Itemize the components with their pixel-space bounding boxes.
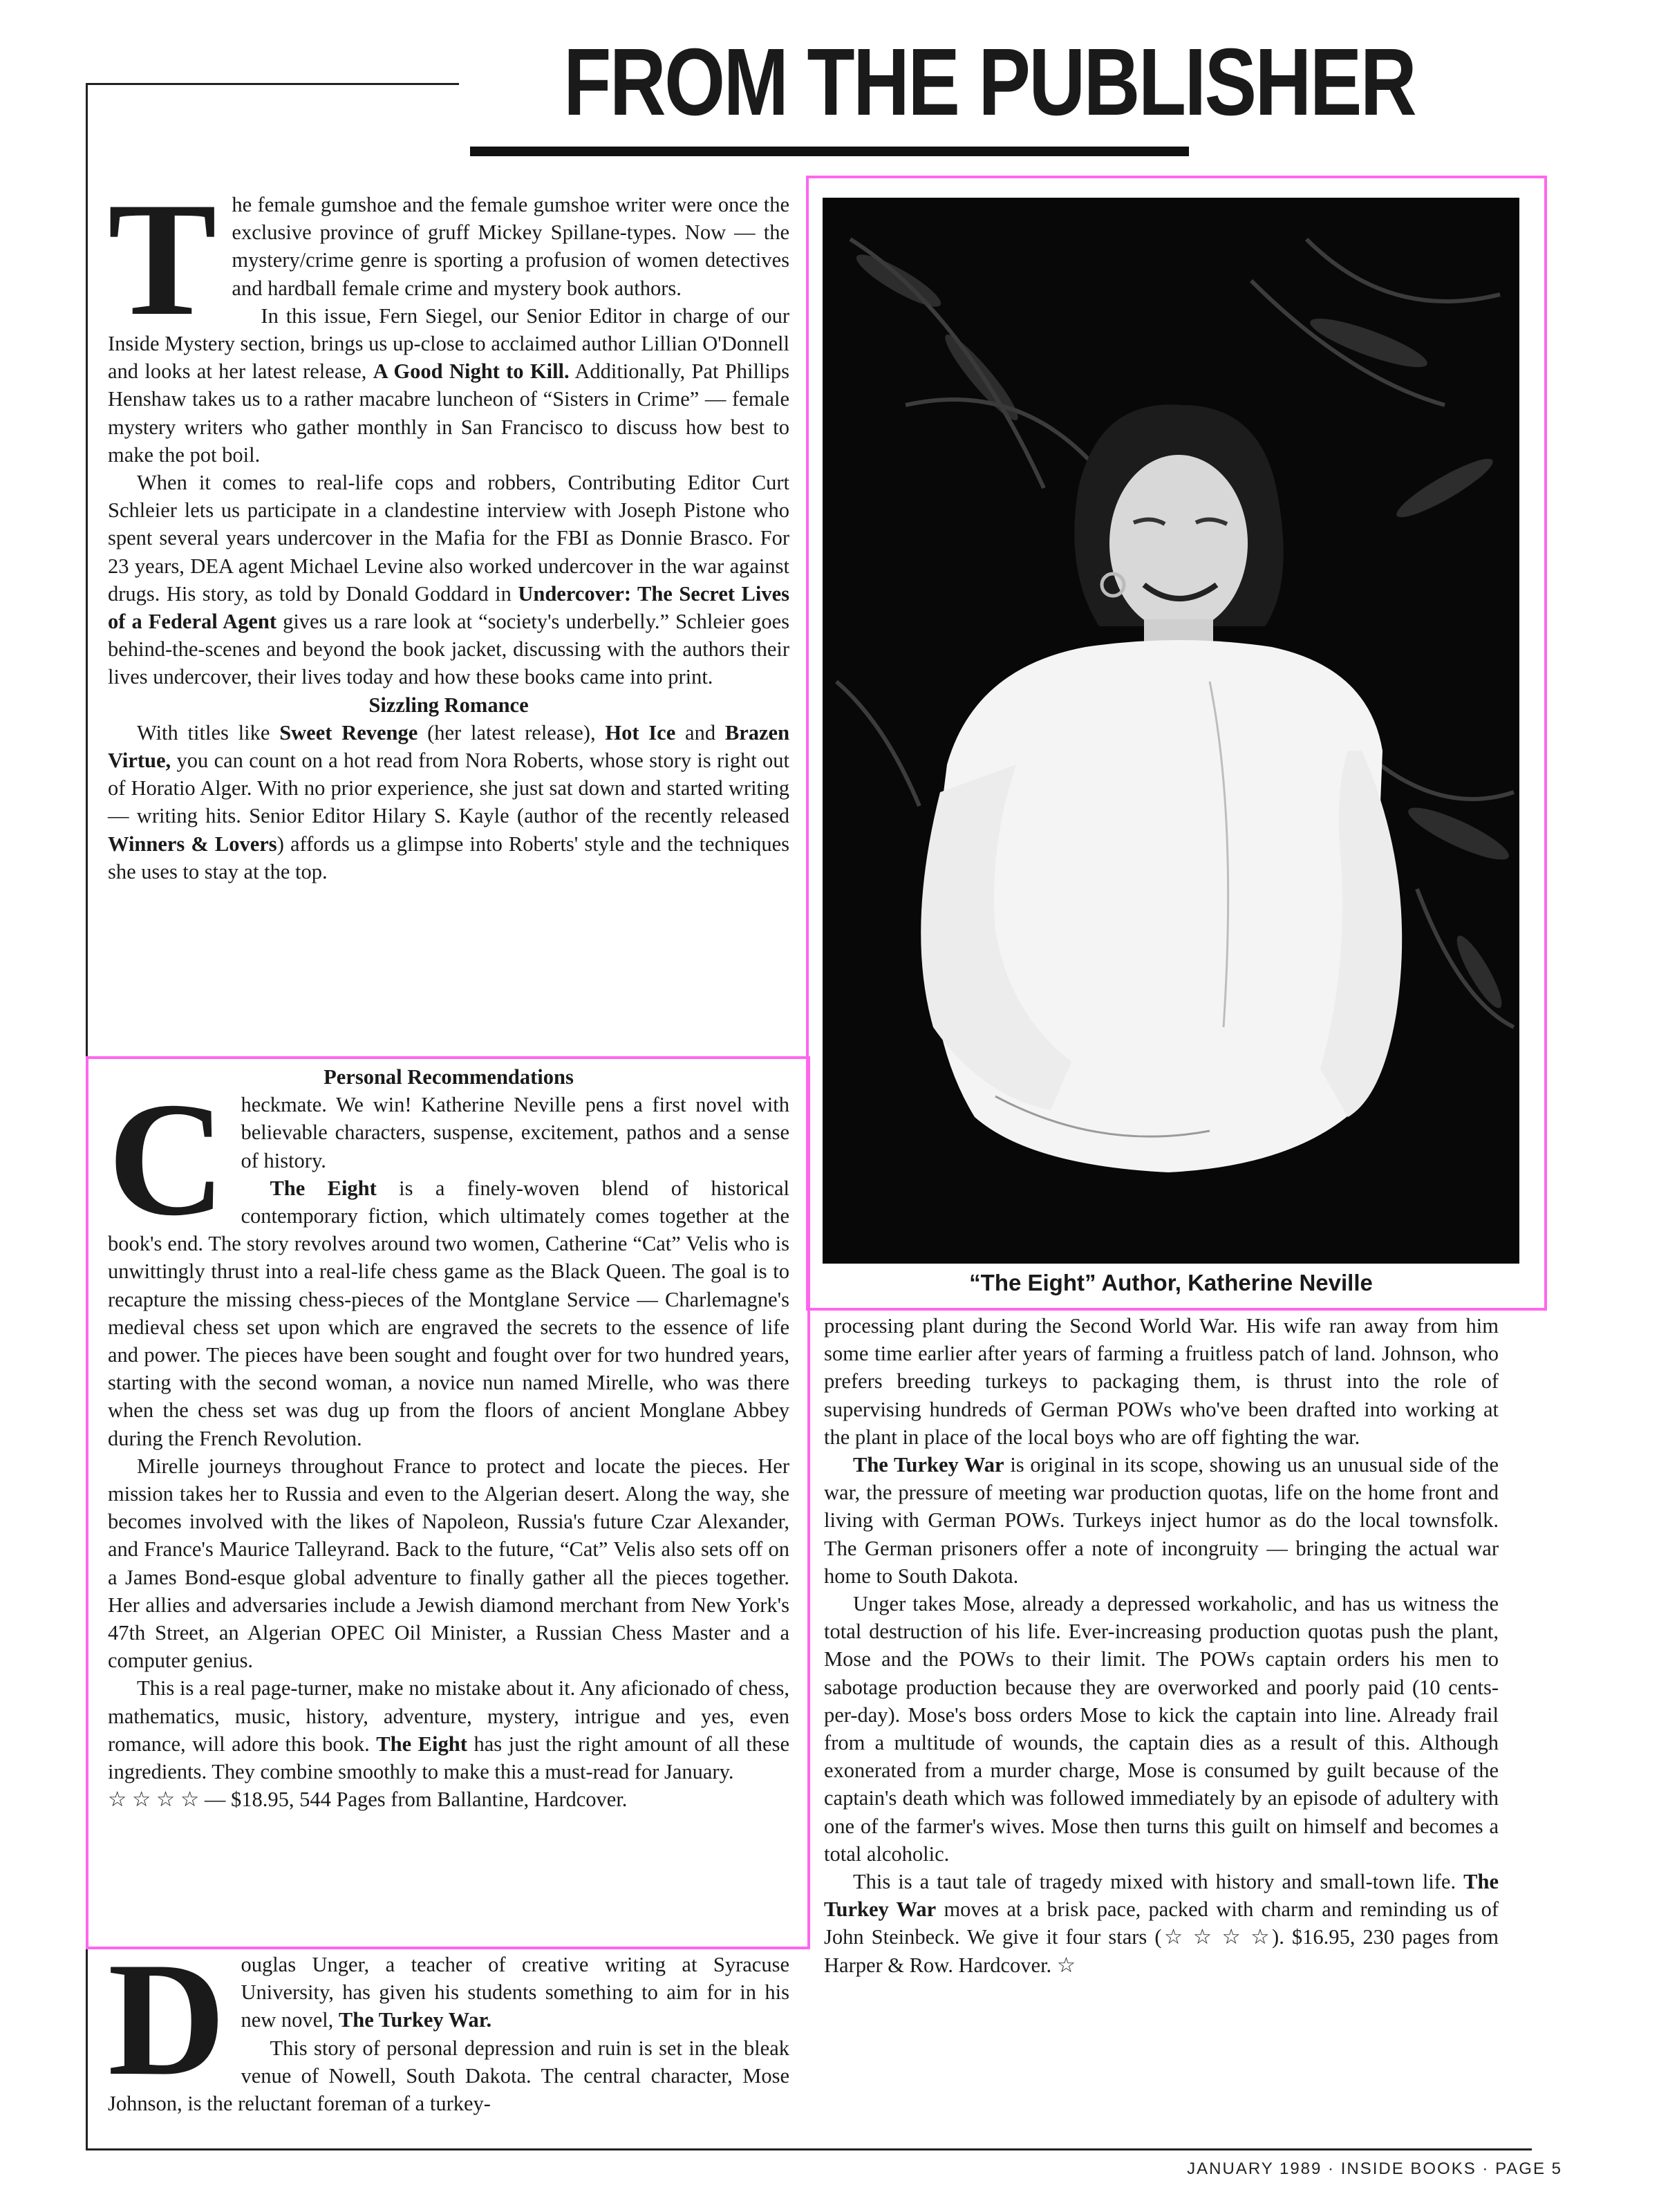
frame-rule-top (86, 83, 459, 85)
unger-c2-p4-text-b: moves at a brisk pace, packed with charm and reminding us of John Steinbeck. We give it four stars (☆ ☆ ☆ ☆). $16.95, 230 pages from Harper & Row. Hardcover. ☆ (824, 1897, 1499, 1977)
unger-c2-p4-text-a: This is a taut tale of tragedy mixed with history and small-town life. (853, 1870, 1456, 1894)
book-title-sweet-revenge: Sweet Revenge (279, 720, 418, 744)
romance-text-d: you can count on a hot read from Nora Roberts, whose story is right out of Horatio Alger. With no prior experience, she just sat down and started writing — writing hits. Senior Editor Hilary S. Kayle (author of the recently released (108, 749, 789, 828)
romance-text-b: (her latest release), (427, 720, 596, 744)
recommendations-section (108, 1063, 789, 1813)
recs-paragraph-3 (108, 1452, 789, 1675)
romance-text-c: and (685, 720, 716, 744)
dropcap-d: D (108, 1929, 226, 2110)
unger-review-continued (824, 1312, 1499, 1979)
book-title-brazen-virtue: Brazen Virtue, (108, 720, 790, 773)
book-title-the-eight: The Eight (270, 1176, 377, 1200)
book-title-undercover: Undercover: The Secret Lives of a Federal Agent (108, 581, 789, 634)
dropcap-t: T (108, 169, 217, 350)
romance-text-e: ) affords us a glimpse into Roberts' style and the techniques she uses to stay at the top. (108, 832, 789, 883)
book-title-turkey-war: The Turkey War. (338, 2008, 492, 2032)
masthead-title: FROM THE PUBLISHER (563, 29, 1416, 135)
romance-text-a: With titles like (137, 720, 270, 744)
book-title-turkey-war-2: The Turkey War (853, 1453, 1004, 1477)
author-photo-illustration (823, 198, 1519, 1264)
book-title-good-night: A Good Night to Kill. (373, 359, 570, 384)
unger-c2-p2-text: is original in its scope, showing us an unusual side of the war, the pressure of meeting war production quotas, life on the home front and living with German POWs. Turkeys inject humor as do the local townsfolk. The German prisoners offer a note of incongruity — bringing the actual war home to South Dakota. (824, 1453, 1499, 1588)
intro-p3-text-b: gives us a rare look at “society's underbelly.” Schleier goes behind-the-scenes and beyond the book jacket, discussing with the authors their lives undercover, their lives today and how these books came into print. (108, 610, 789, 689)
unger-c2-paragraph-2 (824, 1451, 1499, 1590)
book-title-the-eight-2: The Eight (376, 1732, 467, 1756)
unger-p2-text: This story of personal depression and ruin is set in the bleak venue of Nowell, South Dakota. The central character, Mose Johnson, is the reluctant foreman of a turkey- (108, 2036, 789, 2116)
recs-paragraph-4 (108, 1674, 789, 1785)
frame-rule-bottom (86, 2148, 1532, 2150)
unger-c2-p3-text: Unger takes Mose, already a depressed workaholic, and has us witness the total destruction of his life. Ever-increasing production quotas push the plant, Mose and the POWs to their limit. The POWs captain orders his men to sabotage production because they are overworked and poorly paid (10 cents-per-day). Mose's boss orders Mose to kick the captain into line. Already frail from a multitude of wounds, the captain dies as a result of this. Although exonerated from a murder charge, Mose is consumed by guilt because of the captain's death which was followed immediately by an episode of adultery with one of the farmer's wives. Mose then turns this guilt on himself and becomes a total alcoholic. (824, 1592, 1499, 1866)
intro-p3-text-a: When it comes to real-life cops and robbers, Contributing Editor Curt Schleier lets us participate in a clandestine interview with Joseph Pistone who spent several years undercover in the Mafia for the FBI as Donnie Brasco. For 23 years, DEA agent Michael Levine also worked undercover in the war against drugs. His story, as told by Donald Goddard in (108, 471, 789, 606)
unger-c2-paragraph-4 (824, 1868, 1499, 1979)
intro-column (108, 169, 790, 885)
intro-paragraph-3 (108, 469, 789, 691)
dropcap-c: C (108, 1069, 226, 1250)
masthead (470, 24, 1416, 156)
unger-c2-p1-text: processing plant during the Second World War. His wife ran away from him some time earlier after years of farming a fruitless patch of land. Johnson, who prefers breeding turkeys to packaging them, is thrust into the role of supervising hundreds of German POWs who've been drafted into working at the plant in place of the local boys who are off fighting the war. (824, 1314, 1499, 1449)
frame-rule-left (86, 83, 88, 2150)
photo-caption: “The Eight” Author, Katherine Neville (969, 1270, 1373, 1295)
recs-p2-text: is a finely-woven blend of historical contemporary fiction, which ultimately comes together at the book's end. The story revolves around two women, Catherine “Cat” Velis who is unwittingly thrust into a real-life chess game as the Black Queen. The goal is to recapture the missing chess-pieces of the Montglane Service — Charlemagne's medieval chess set upon which are engraved the secrets to the essence of life and power. The pieces have been sought and fought over for two hundred years, starting with the second woman, a novice nun named Mirelle, who was there when the chess set was dug up from the floors of ancient Monglane Abbey during the French Revolution. (108, 1176, 789, 1450)
unger-c2-paragraph-3 (824, 1590, 1499, 1868)
recs-p3-text: Mirelle journeys throughout France to protect and locate the pieces. Her mission takes her to Russia and even to the Algerian desert. Along the way, she becomes involved with the likes of Napoleon, Russia's future Czar Alexander, and France's Maurice Talleyrand. Back to the future, “Cat” Velis also sets off on a James Bond-esque global adventure to finally gather all the pieces together. Her allies and adversaries include a Jewish diamond merchant from New York's 47th Street, an Algerian OPEC Oil Minister, a Russian Chess Master and a computer genius. (108, 1454, 789, 1673)
unger-p1-text: ouglas Unger, a teacher of creative writing at Syracuse University, has given his students something to aim for in his new novel, (241, 1953, 789, 2032)
page-folio: JANUARY 1989 · INSIDE BOOKS · PAGE 5 (1187, 2159, 1562, 2178)
book-title-winners-lovers: Winners & Lovers (108, 832, 277, 856)
book-title-turkey-war-3: The Turkey War (824, 1870, 1499, 1922)
intro-p2-text-a: In this issue, Fern Siegel, our Senior Editor in charge of our Inside Mystery section, brings us up-close to acclaimed author Lillian O'Donnell and looks at her latest release, (108, 303, 789, 384)
intro-p2-text-b: Additionally, Pat Phillips Henshaw takes us to a rather macabre luncheon of “Sisters in Crime” — female mystery writers who gather monthly in San Francisco to discuss how best to make the pot boil. (108, 359, 790, 467)
section-heading-recommendations: Personal Recommendations (324, 1065, 574, 1089)
recs-p1-text: heckmate. We win! Katherine Neville pens a first novel with believable characters, suspense, excitement, pathos and a sense of history. (241, 1093, 789, 1172)
unger-review-start (108, 1929, 789, 2117)
recs-p4-text-b: has just the right amount of all these ingredients. They combine smoothly to make this a must-read for January. (108, 1732, 790, 1784)
author-photo (823, 198, 1519, 1264)
book-title-hot-ice: Hot Ice (605, 720, 676, 744)
romance-paragraph (108, 719, 789, 885)
rating-line: ☆ ☆ ☆ ☆ — $18.95, 544 Pages from Ballantine, Hardcover. (108, 1788, 628, 1812)
unger-c2-paragraph-1 (824, 1312, 1499, 1451)
intro-p1-text: he female gumshoe and the female gumshoe writer were once the exclusive province of gruff Mickey Spillane-types. Now — the mystery/crime genre is sporting a profusion of women detectives and hardball female crime and mystery book authors. (232, 193, 789, 300)
section-heading-romance: Sizzling Romance (368, 693, 529, 717)
recs-p4-text: This is a real page-turner, make no mistake about it. Any aficionado of chess, mathematics, music, history, adventure, mystery, intrigue and yes, even romance, will adore this book. (108, 1676, 789, 1756)
